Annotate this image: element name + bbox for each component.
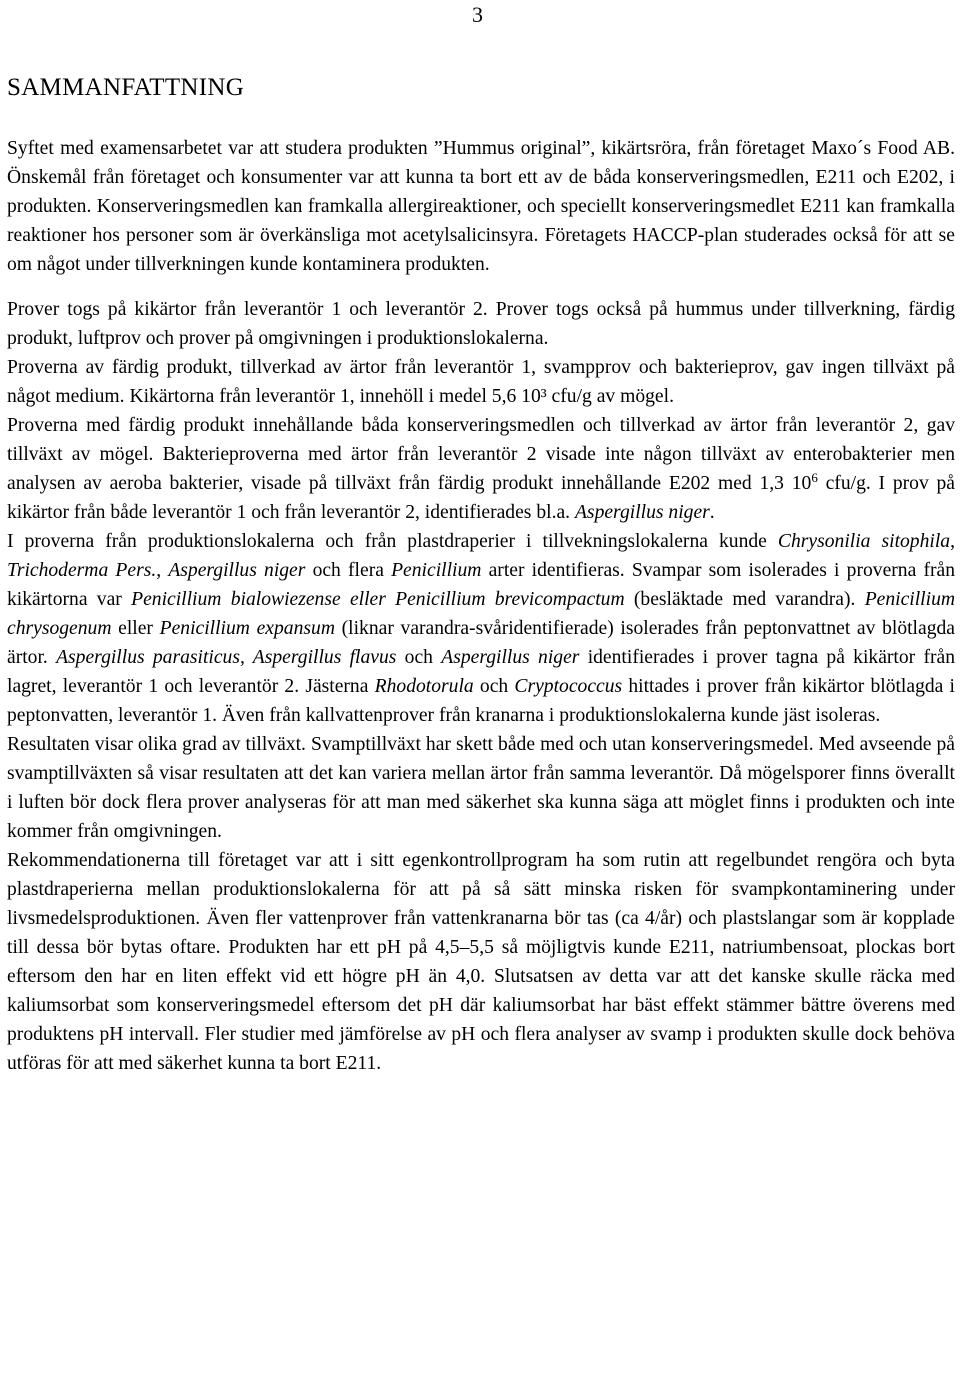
text-run: och	[396, 647, 442, 668]
text-run: Rekommendationerna till företaget var att i sitt egenkontrollprogram ha som rutin att regelbundet rengöra och byta plastdraperierna mellan produktionslokalerna för att på så sätt minska risken för svampkontaminering under livsmedelsproduktionen. Även fler vattenprover från vattenkranarna bör tas (ca 4/år) och plastslangar som är kopplade till dessa bör bytas oftare. Produkten har ett pH på 4,5–5,5 så möjligtvis kunde E211, natriumbensoat, plockas bort eftersom den har en liten effekt vid ett högre pH än 4,0. Slutsatsen av detta var att det kanske skulle räcka med kaliumsorbat som konserveringsmedel eftersom det pH där kaliumsorbat har bäst effekt stämmer bättre överens med produktens pH intervall. Fler studier med jämförelse av pH och flera analyser av svamp i produkten skulle dock behöva utföras för att med säkerhet kunna ta bort E211.	[7, 850, 955, 1074]
text-run: arter identifieras. Svampar som isolerades i proverna från kikärtorna var	[7, 560, 956, 610]
species-name: Penicillium	[391, 560, 482, 581]
text-run: Syftet med examensarbetet var att studera produkten ”Hummus original”, kikärtsröra, från företaget Maxo´s Food AB. Önskemål från företaget och konsumenter var att kunna ta bort ett av de båda konserveringsmedlen, E211 och E202, i produkten. Konserveringsmedlen kan framkalla allergireaktioner, och speciellt konserveringsmedlet E211 kan framkalla reaktioner hos personer som är överkänsliga mot acetylsalicinsyra. Företagets HACCP-plan studerades också för att se om något under tillverkningen kunde kontaminera produkten.	[7, 138, 955, 275]
species-name: Penicillium expansum	[159, 618, 335, 639]
paragraph-results-supplier-1	[7, 353, 955, 411]
text-run: (liknar varandra-svåridentifierade) isolerades från peptonvattnet av blötlagda ärtor.	[7, 618, 955, 668]
section-heading: SAMMANFATTNING	[7, 74, 245, 101]
species-name: Penicillium chrysogenum	[7, 589, 956, 639]
species-name: Aspergillus parasiticus, Aspergillus flavus	[56, 647, 397, 668]
paragraph-results-supplier-2	[7, 411, 955, 527]
text-run: Proverna med färdig produkt innehållande båda konserveringsmedlen och tillverkad av ärtor från leverantör 2, gav tillväxt av mögel. Bakterieproverna med ärtor från leverantör 2 visade inte någon tillväxt av enterobakterier men analysen av aeroba bakterier, visade på tillväxt från färdig produkt innehållande E202 med 1,3 10	[7, 415, 955, 494]
paragraph-identified-fungi	[7, 527, 955, 730]
exponent: 6	[811, 470, 818, 485]
text-run: och flera	[305, 560, 392, 581]
species-name: Penicillium bialowiezense eller Penicillium brevicompactum	[131, 589, 625, 610]
text-run: ,	[950, 531, 955, 552]
text-run: Proverna av färdig produkt, tillverkad av ärtor från leverantör 1, svampprov och bakterieprov, gav ingen tillväxt på något medium. Kikärtorna från leverantör 1, innehöll i medel 5,6 10³ cfu/g av mögel.	[7, 357, 955, 407]
page-number: 3	[472, 2, 483, 27]
species-name: Aspergillus niger	[168, 560, 306, 581]
text-run: eller	[111, 618, 160, 639]
text-run: och	[473, 676, 515, 697]
text-run: Prover togs på kikärtor från leverantör 1 och leverantör 2. Prover togs också på hummus under tillverkning, färdig produkt, luftprov och prover på omgivningen i produktionslokalerna.	[7, 299, 955, 349]
text-run: Resultaten visar olika grad av tillväxt. Svamptillväxt har skett både med och utan konserveringsmedel. Med avseende på svamptillväxten så visar resultaten att det kan variera mellan ärtor från samma leverantör. Då mögelsporer finns överallt i luften bör dock flera prover analyseras för att man med säkerhet ska kunna säga att möglet finns i produkten och inte kommer från omgivningen.	[7, 734, 955, 842]
text-run: identifierades i prover tagna på kikärtor från lagret, leverantör 1 och leverantör 2. Jästerna	[7, 647, 956, 697]
species-name: Aspergillus niger	[574, 502, 710, 523]
text-run: ,	[156, 560, 169, 581]
summary-body	[7, 134, 955, 1078]
paragraph-sampling	[7, 295, 955, 353]
text-run: cfu/g. I prov på kikärtor från både leverantör 1 och från leverantör 2, identifierades bl.a.	[7, 473, 956, 523]
text-run: I proverna från produktionslokalerna och från plastdraperier i tillvekningslokalerna kunde	[7, 531, 778, 552]
species-name: Trichoderma Pers.	[7, 560, 157, 581]
species-name: Chrysonilia sitophila	[777, 531, 951, 552]
species-name: Rhodotorula	[374, 676, 474, 697]
text-run: hittades i prover från kikärtor blötlagda i peptonvatten, leverantör 1. Även från kallvattenprover från kranarna i produktionslokalerna kunde jäst isoleras.	[7, 676, 956, 726]
paragraph-conclusion	[7, 730, 955, 846]
text-run: (besläktade med varandra).	[624, 589, 865, 610]
paragraph-aim	[7, 134, 955, 279]
species-name: Cryptococcus	[514, 676, 623, 697]
text-run: .	[709, 502, 715, 523]
paragraph-recommendations	[7, 846, 955, 1078]
species-name: Aspergillus niger	[441, 647, 580, 668]
